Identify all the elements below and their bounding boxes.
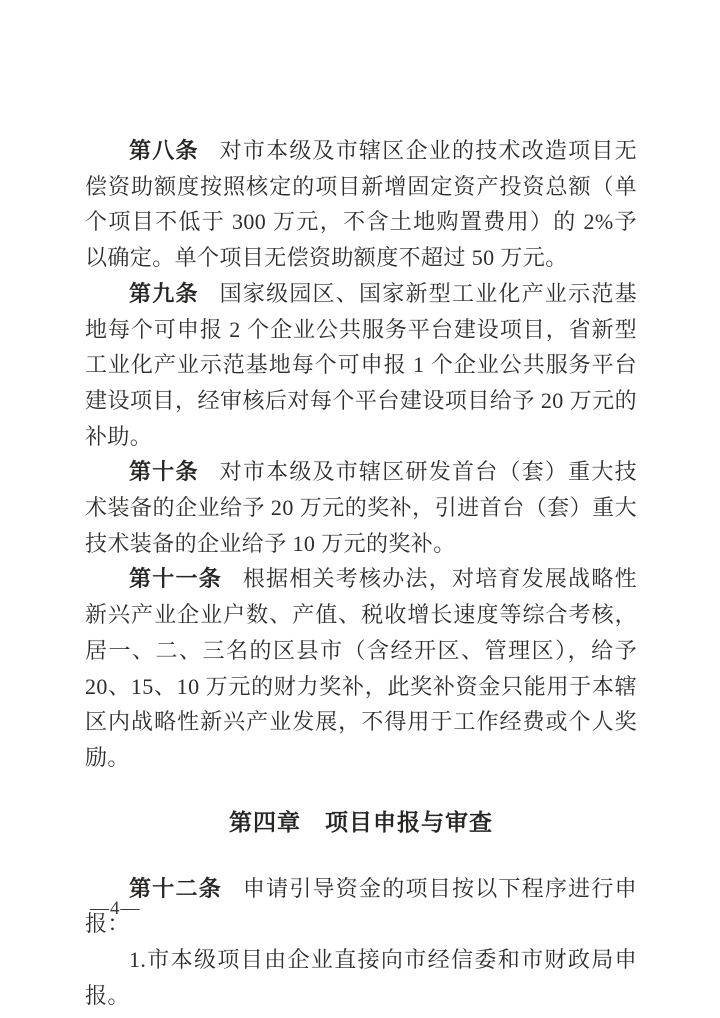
- clause-8-paragraph: [85, 133, 637, 276]
- clause-9-paragraph: [85, 276, 637, 455]
- clause-11-paragraph: [85, 561, 637, 775]
- document-body: [85, 0, 637, 1013]
- clause-12-label: 第十二条: [129, 875, 222, 901]
- clause-9-text: 国家级园区、国家新型工业化产业示范基地每个可申报 2 个企业公共服务平台建设项目，省新型工业化产业示范基地每个可申报 1 个企业公共服务平台建设项目，经审核后对每个平台建设项目给予 20 万元的补助。: [85, 280, 638, 449]
- clause-8-label: 第八条: [129, 138, 199, 163]
- clause-12-text: 申请引导资金的项目按以下程序进行申报：: [85, 875, 637, 937]
- clause-10-text: 对市本级及市辖区研发首台（套）重大技术装备的企业给予 20 万元的奖补，引进首台（套）重大技术装备的企业给予 10 万元的奖补。: [85, 459, 638, 556]
- clause-11-label: 第十一条: [129, 566, 222, 592]
- procedure-list-item-1: 1.市本级项目由企业直接向市经信委和市财政局申报。: [85, 947, 637, 1008]
- clause-10-paragraph: [85, 454, 637, 561]
- clause-8-text: 对市本级及市辖区企业的技术改造项目无偿资助额度按照核定的项目新增固定资产投资总额（单个项目不低于 300 万元，不含土地购置费用）的 2%予以确定。单个项目无偿资助额度不超过 50 万元。: [85, 138, 638, 271]
- page-number: —4—: [90, 898, 141, 919]
- chapter-heading: 第四章 项目申报与审查: [229, 809, 493, 835]
- clause-12-paragraph: [85, 871, 637, 942]
- clause-10-label: 第十条: [129, 459, 199, 485]
- clause-11-text: 根据相关考核办法，对培育发展战略性新兴产业企业户数、产值、税收增长速度等综合考核，居一、二、三名的区县市（含经开区、管理区），给予 20、15、10 万元的财力奖补，此奖补资金只能用于本辖区内战略性新兴产业发展，不得用于工作经费或个人奖励。: [85, 566, 637, 770]
- clause-9-label: 第九条: [129, 280, 199, 306]
